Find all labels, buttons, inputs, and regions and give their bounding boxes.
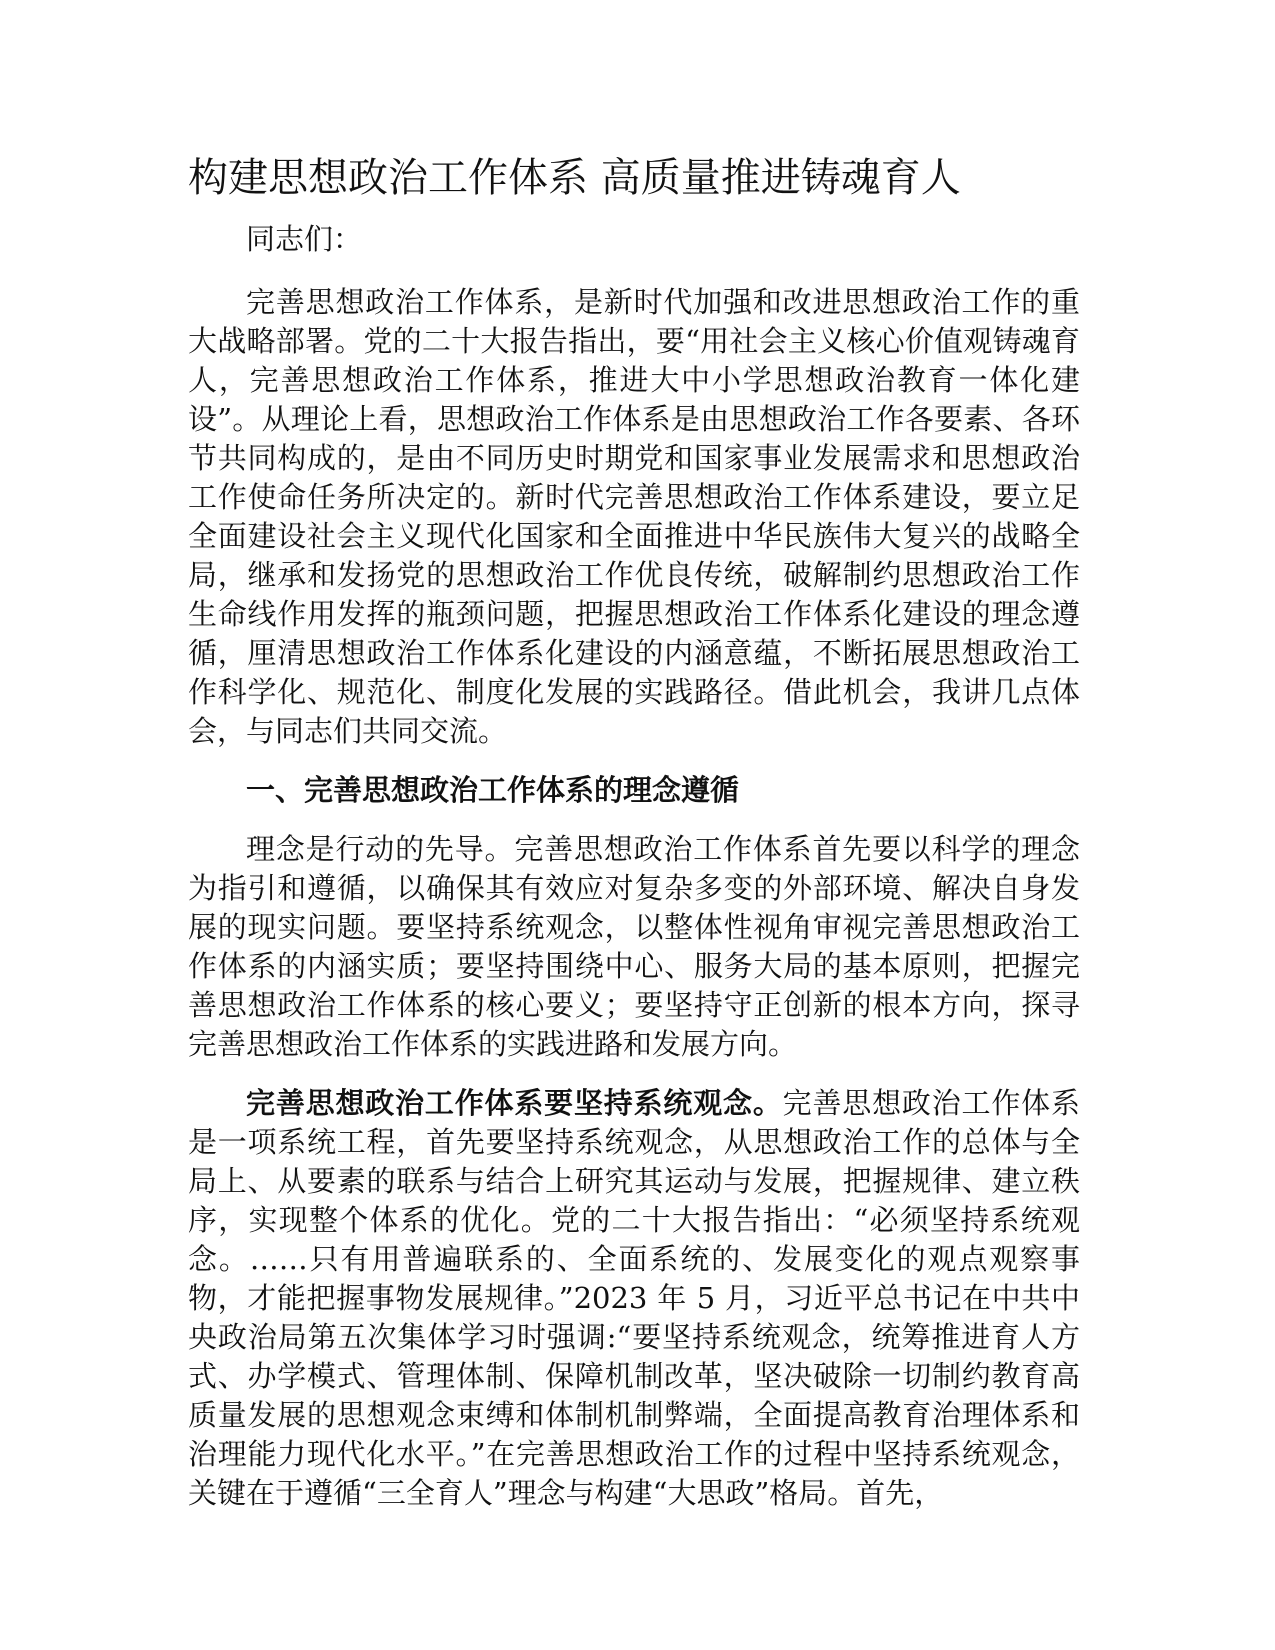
section-paragraph-2 [188, 1084, 1080, 1513]
section-paragraph: 理念是行动的先导。完善思想政治工作体系首先要以科学的理念为指引和遵循，以确保其有效应对复杂多变的外部环境、解决自身发展的现实问题。要坚持系统观念，以整体性视角审视完善思想政治工作体系的内涵实质；要坚持围绕中心、服务大局的基本原则，把握完善思想政治工作体系的核心要义；要坚持守正创新的根本方向，探寻完善思想政治工作体系的实践进路和发展方向。 [188, 832, 1080, 1061]
document-page [188, 150, 1080, 1533]
paragraph-body: 完善思想政治工作体系是一项系统工程，首先要坚持系统观念，从思想政治工作的总体与全局上、从要素的联系与结合上研究其运动与发展，把握规律、建立秩序，实现整个体系的优化。党的二十大报告指出：“必须坚持系统观念。……只有用普遍联系的、全面系统的、发展变化的观点观察事物，才能把握事物发展规律。”2023 年 5 月，习近平总书记在中共中央政治局第五次集体学习时强调:“要坚持系统观念，统筹推进育人方式、办学模式、管理体制、保障机制改革，坚决破除一切制约教育高质量发展的思想观念束缚和体制机制弊端，全面提高教育治理体系和治理能力现代化水平。”在完善思想政治工作的过程中坚持系统观念，关键在于遵循“三全育人”理念与构建“大思政”格局。首先， [188, 1086, 1080, 1510]
paragraph-lead-sentence: 完善思想政治工作体系要坚持系统观念。 [246, 1086, 783, 1120]
section-heading: 一、完善思想政治工作体系的理念遵循 [246, 773, 740, 807]
salutation: 同志们： [246, 222, 363, 256]
document-title: 构建思想政治工作体系 高质量推进铸魂育人 [188, 155, 961, 201]
intro-paragraph: 完善思想政治工作体系，是新时代加强和改进思想政治工作的重大战略部署。党的二十大报告指出，要“用社会主义核心价值观铸魂育人，完善思想政治工作体系，推进大中小学思想政治教育一体化建设”。从理论上看，思想政治工作体系是由思想政治工作各要素、各环节共同构成的，是由不同历史时期党和国家事业发展需求和思想政治工作使命任务所决定的。新时代完善思想政治工作体系建设，要立足全面建设社会主义现代化国家和全面推进中华民族伟大复兴的战略全局，继承和发扬党的思想政治工作优良传统，破解制约思想政治工作生命线作用发挥的瓶颈问题，把握思想政治工作体系化建设的理念遵循，厘清思想政治工作体系化建设的内涵意蕴，不断拓展思想政治工作科学化、规范化、制度化发展的实践路径。借此机会，我讲几点体会，与同志们共同交流。 [188, 285, 1080, 748]
